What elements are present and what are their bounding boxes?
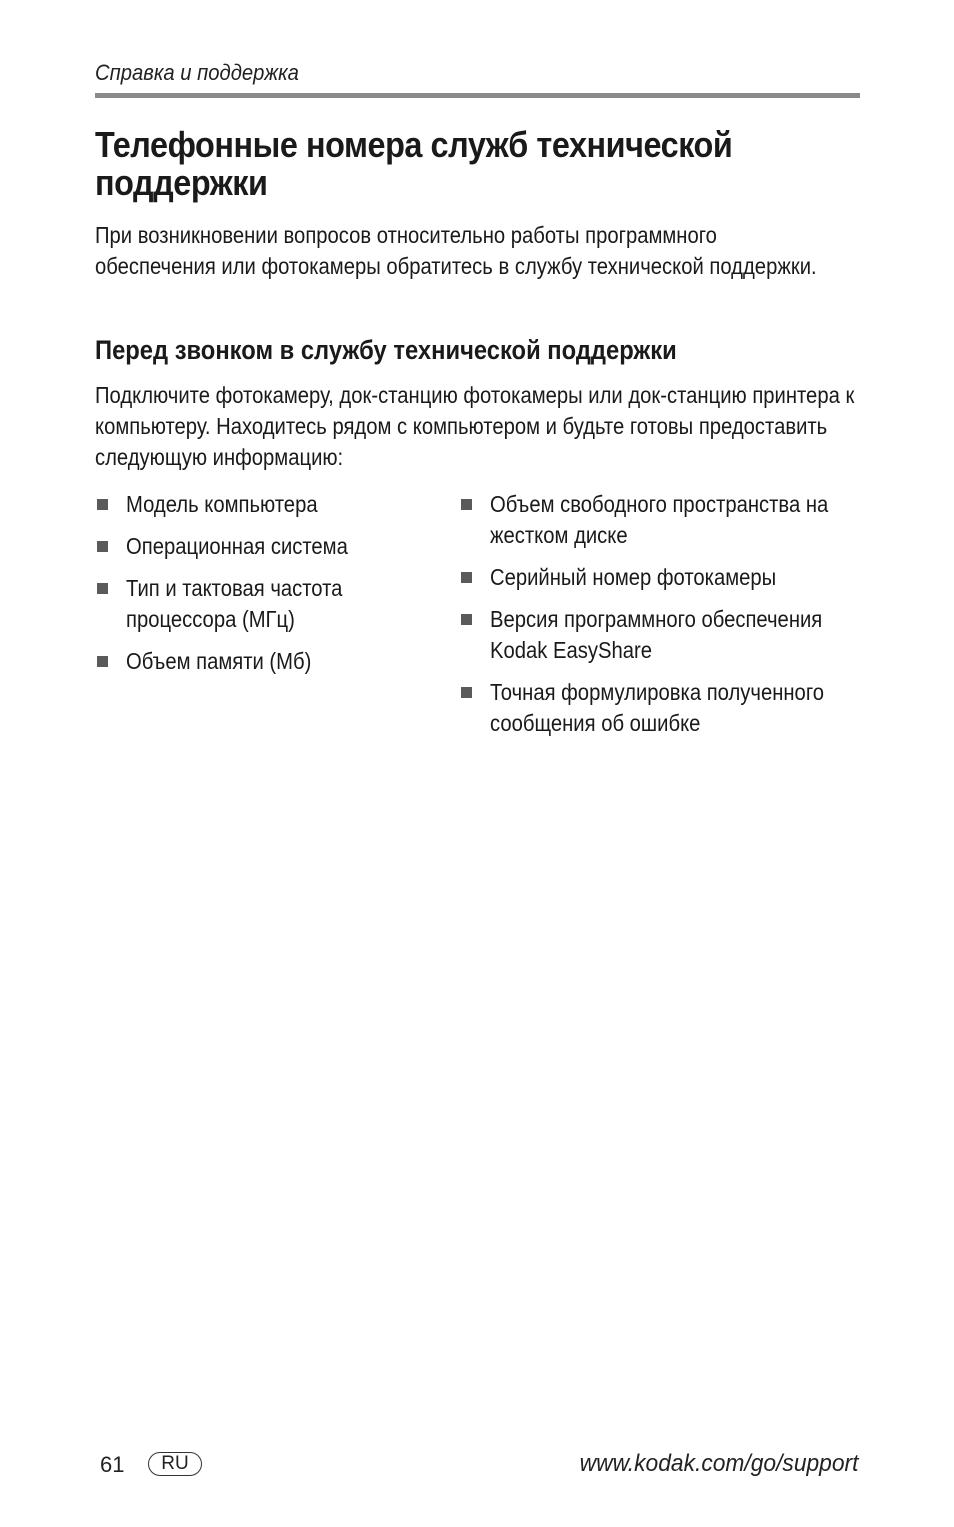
support-url[interactable]: www.kodak.com/go/support: [579, 1450, 858, 1477]
body-paragraph: Подключите фотокамеру, док-станцию фотокамеры или док-станцию принтера к компьютеру. Находитесь рядом с компьютером и будьте готовы предоставить следующую информацию:: [95, 382, 855, 470]
square-bullet-icon: [461, 499, 472, 510]
list-item-text: Объем свободного пространства на жестком диске: [490, 491, 829, 548]
square-bullet-icon: [97, 541, 108, 552]
list-item: [459, 604, 920, 666]
language-badge: RU: [148, 1452, 202, 1476]
square-bullet-icon: [461, 687, 472, 698]
square-bullet-icon: [461, 572, 472, 583]
list-item: [459, 489, 920, 551]
header-divider: [95, 93, 860, 98]
list-item-text: Серийный номер фотокамеры: [490, 564, 777, 590]
list-item-text: Версия программного обеспечения Kodak EasyShare: [490, 606, 823, 663]
square-bullet-icon: [97, 656, 108, 667]
running-header: Справка и поддержка: [95, 60, 299, 85]
list-item-text: Точная формулировка полученного сообщения об ошибке: [490, 679, 825, 736]
list-item-text: Операционная система: [126, 533, 348, 559]
list-item-text: Тип и тактовая частота процессора (МГц): [126, 575, 343, 632]
section-heading: Перед звонком в службу технической поддержки: [95, 335, 677, 365]
page-title: Телефонные номера служб технической поддержки: [95, 124, 733, 203]
document-page: [95, 0, 860, 1527]
list-item: [459, 677, 920, 739]
list-item: [459, 562, 920, 593]
list-item-text: Модель компьютера: [126, 491, 318, 517]
bullet-list-right: [459, 489, 920, 750]
square-bullet-icon: [97, 499, 108, 510]
square-bullet-icon: [97, 583, 108, 594]
page-number: 61: [100, 1452, 125, 1477]
square-bullet-icon: [461, 614, 472, 625]
list-item-text: Объем памяти (Мб): [126, 648, 312, 674]
intro-paragraph: При возникновении вопросов относительно работы программного обеспечения или фотокамеры обратитесь в службу технической поддержки.: [95, 222, 817, 279]
